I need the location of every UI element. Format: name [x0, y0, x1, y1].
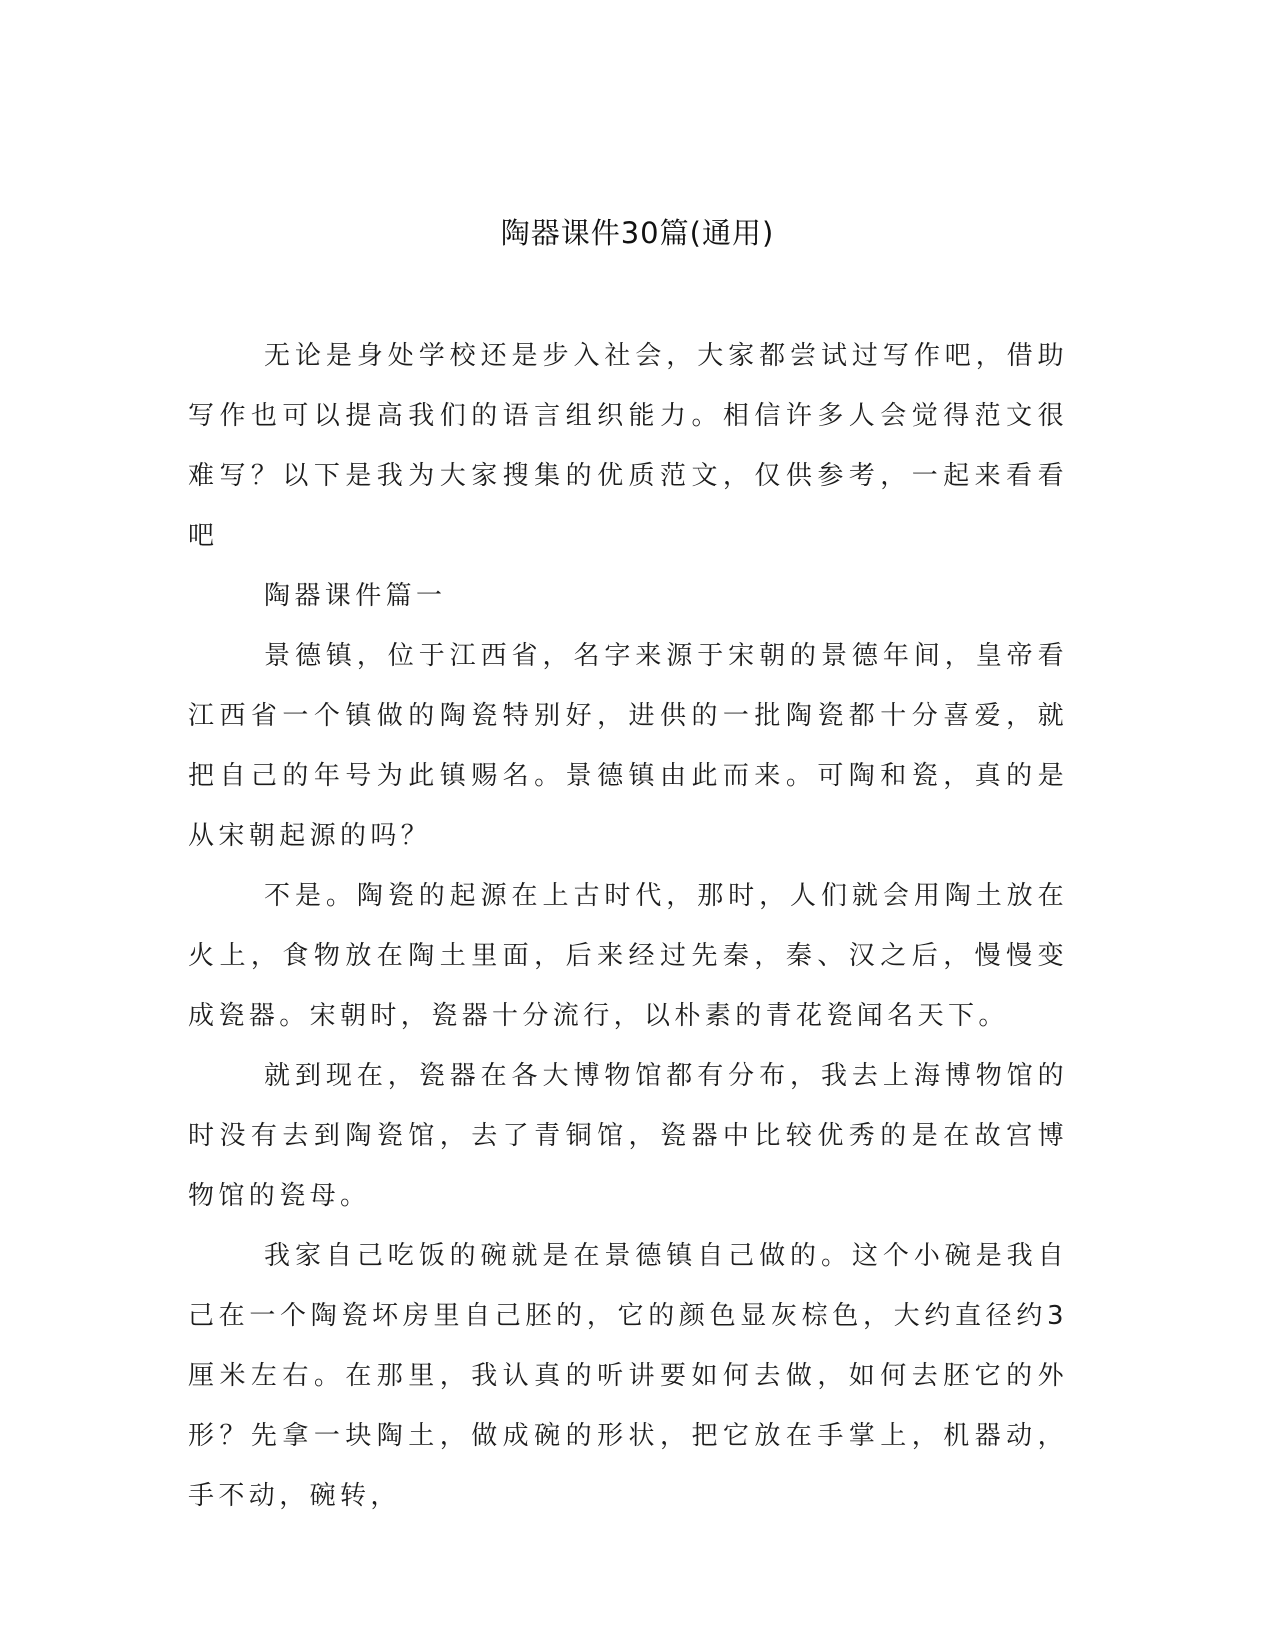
body-paragraph: 就到现在，瓷器在各大博物馆都有分布，我去上海博物馆的时没有去到陶瓷馆，去了青铜馆，瓷器中比较优秀的是在故宫博物馆的瓷母。 — [188, 1061, 1068, 1211]
document-title: 陶器课件30篇(通用) — [500, 216, 775, 250]
body-paragraph: 我家自己吃饭的碗就是在景德镇自己做的。这个小碗是我自己在一个陶瓷坏房里自己胚的，它的颜色显灰棕色，大约直径约3厘米左右。在那里，我认真的听讲要如何去做，如何去胚它的外形？先拿一块陶土，做成碗的形状，把它放在手掌上，机器动，手不动，碗转， — [188, 1241, 1068, 1511]
section-heading: 陶器课件篇一 — [264, 581, 447, 611]
body-paragraph: 不是。陶瓷的起源在上古时代，那时，人们就会用陶土放在火上，食物放在陶土里面，后来经过先秦，秦、汉之后，慢慢变成瓷器。宋朝时，瓷器十分流行，以朴素的青花瓷闻名天下。 — [188, 881, 1068, 1031]
document-body — [188, 326, 1068, 1526]
body-paragraph: 景德镇，位于江西省，名字来源于宋朝的景德年间，皇帝看江西省一个镇做的陶瓷特别好，进供的一批陶瓷都十分喜爱，就把自己的年号为此镇赐名。景德镇由此而来。可陶和瓷，真的是从宋朝起源的吗？ — [188, 641, 1068, 851]
intro-paragraph: 无论是身处学校还是步入社会，大家都尝试过写作吧，借助写作也可以提高我们的语言组织能力。相信许多人会觉得范文很难写？以下是我为大家搜集的优质范文，仅供参考，一起来看看吧 — [188, 341, 1068, 551]
